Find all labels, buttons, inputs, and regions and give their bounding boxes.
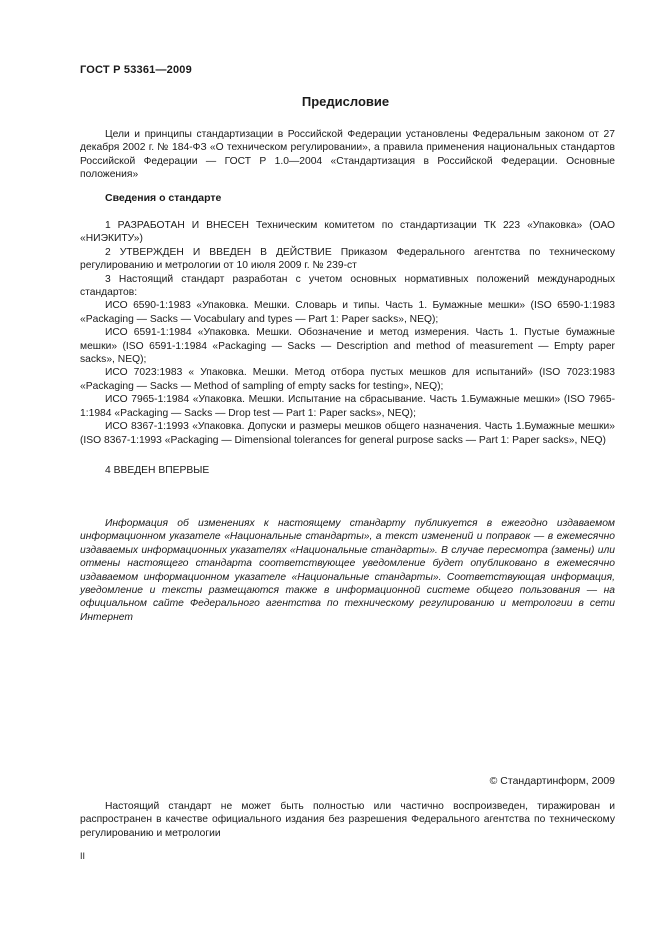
page-title: Предисловие [301, 94, 390, 109]
copyright: © Стандартинформ, 2009 [489, 775, 615, 787]
standard-iso-8367: ИСО 8367-1:1993 «Упаковка. Допуски и размеры мешков общего назначения. Часть 1.Бумажные мешки» (ISO 8367-1:1993 «Packaging — Dimensional tolerances for general purpose sacks — Part 1: Paper sacks», NEQ) [80, 421, 615, 446]
standard-iso-6590: ИСО 6590-1:1983 «Упаковка. Мешки. Словарь и типы. Часть 1. Бумажные мешки» (ISO 6590-1:1983 «Packaging — Sacks — Vocabulary and types — Part 1: Paper sacks», NEQ); [80, 300, 615, 325]
standard-iso-7023: ИСО 7023:1983 « Упаковка. Мешки. Метод отбора пустых мешков для испытаний» (ISO 7023:1983 «Packaging — Sacks — Method of sampling of empty sacks for testing», NEQ); [80, 367, 615, 392]
standard-iso-7965: ИСО 7965-1:1984 «Упаковка. Мешки. Испытание на сбрасывание. Часть 1.Бумажные мешки» (ISO 7965-1:1984 «Packaging — Sacks — Drop test — Part 1: Paper sacks», NEQ); [80, 394, 615, 419]
item-3: 3 Настоящий стандарт разработан с учетом основных нормативных положений международных стандартов: [80, 273, 615, 299]
info-heading: Сведения о стандарте [105, 192, 222, 204]
notice-paragraph: Информация об изменениях к настоящему стандарту публикуется в ежегодно издаваемом информационном указателе «Национальные стандарты», а текст изменений и поправок — в ежемесячно издаваемых информационных указателях «Национальные стандарты». В случае пересмотра (замены) или отмены настоящего стандарта соответствующее уведомление будет опубликовано в ежемесячно издаваемом информационном указателе «Национальные стандарты». Соответствующая информация, уведомление и тексты размещаются также в информационной системе общего пользования — на официальном сайте Федерального агентства по техническому регулированию и метрологии в сети Интернет [80, 518, 615, 623]
notice-block [80, 517, 615, 624]
item-2: 2 УТВЕРЖДЕН И ВВЕДЕН В ДЕЙСТВИЕ Приказом Федерального агентства по техническому регулированию и метрологии от 10 июля 2009 г. № 239-ст [80, 246, 615, 272]
document-id-header: ГОСТ Р 53361—2009 [80, 64, 192, 76]
item-4: 4 ВВЕДЕН ВПЕРВЫЕ [105, 465, 210, 476]
item-1: 1 РАЗРАБОТАН И ВНЕСЕН Техническим комитетом по стандартизации ТК 223 «Упаковка» (ОАО «НИЭКИТУ») [80, 220, 615, 245]
intro-block [80, 128, 615, 182]
footer-paragraph: Настоящий стандарт не может быть полностью или частично воспроизведен, тиражирован и распространен в качестве официального издания без разрешения Федерального агентства по техническому регулированию и метрологии [80, 801, 615, 839]
intro-paragraph: Цели и принципы стандартизации в Российской Федерации установлены Федеральным законом от 27 декабря 2002 г. № 184-ФЗ «О техническом регулировании», а правила применения национальных стандартов Российской Федерации — ГОСТ Р 1.0—2004 «Стандартизация в Российской Федерации. Основные положения» [80, 129, 615, 181]
standard-iso-6591: ИСО 6591-1:1984 «Упаковка. Мешки. Обозначение и метод измерения. Часть 1. Пустые бумажные мешки» (ISO 6591-1:1984 «Packaging — Sacks — Description and method of measurement — Empty paper sacks», NEQ); [80, 327, 615, 366]
footer-block [80, 800, 615, 840]
items-block [80, 219, 615, 447]
item-4-block [80, 464, 615, 477]
page-number: II [80, 851, 86, 861]
